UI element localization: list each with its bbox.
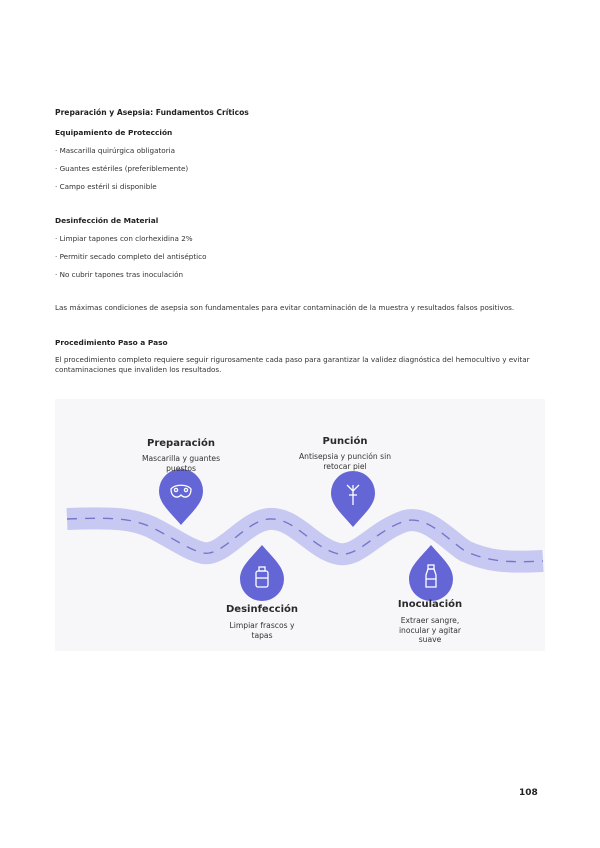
protection-item: · Mascarilla quirúrgica obligatoria [55, 146, 176, 155]
section-title: Preparación y Asepsia: Fundamentos Críticos [55, 108, 249, 117]
protection-item: · Guantes estériles (preferiblemente) [55, 164, 189, 173]
document-body [55, 107, 535, 375]
step-desc-inoculacion: Extraer sangre, inocular y agitar suave [398, 616, 462, 644]
step-desc-desinfeccion: Limpiar frascos y tapas [229, 621, 295, 640]
step-desc-preparacion: Mascarilla y guantes puestos [141, 454, 221, 473]
disinfection-item: · Limpiar tapones con clorhexidina 2% [55, 234, 193, 243]
procedure-roadmap [55, 399, 545, 651]
disinfection-heading: Desinfección de Material [55, 216, 159, 225]
step-title-desinfeccion: Desinfección [226, 604, 298, 615]
page-number: 108 [519, 788, 538, 798]
procedure-heading: Procedimiento Paso a Paso [55, 338, 168, 347]
disinfection-item: · No cubrir tapones tras inoculación [55, 270, 184, 279]
step-desc-puncion: Antisepsia y punción sin retocar piel [298, 452, 392, 471]
step-title-preparacion: Preparación [147, 438, 215, 449]
procedure-text: El procedimiento completo requiere seguir rigurosamente cada paso para garantizar la validez diagnóstica del hemocultivo y evitar contaminaciones que invaliden los resultados. [55, 355, 530, 374]
protection-heading: Equipamiento de Protección [55, 128, 173, 137]
step-title-puncion: Punción [322, 436, 368, 447]
asepsis-note: Las máximas condiciones de asepsia son fundamentales para evitar contaminación de la muestra y resultados falsos positivos. [55, 303, 515, 312]
protection-item: · Campo estéril si disponible [55, 182, 157, 191]
disinfection-item: · Permitir secado completo del antiséptico [55, 252, 207, 261]
step-title-inoculacion: Inoculación [397, 599, 463, 610]
